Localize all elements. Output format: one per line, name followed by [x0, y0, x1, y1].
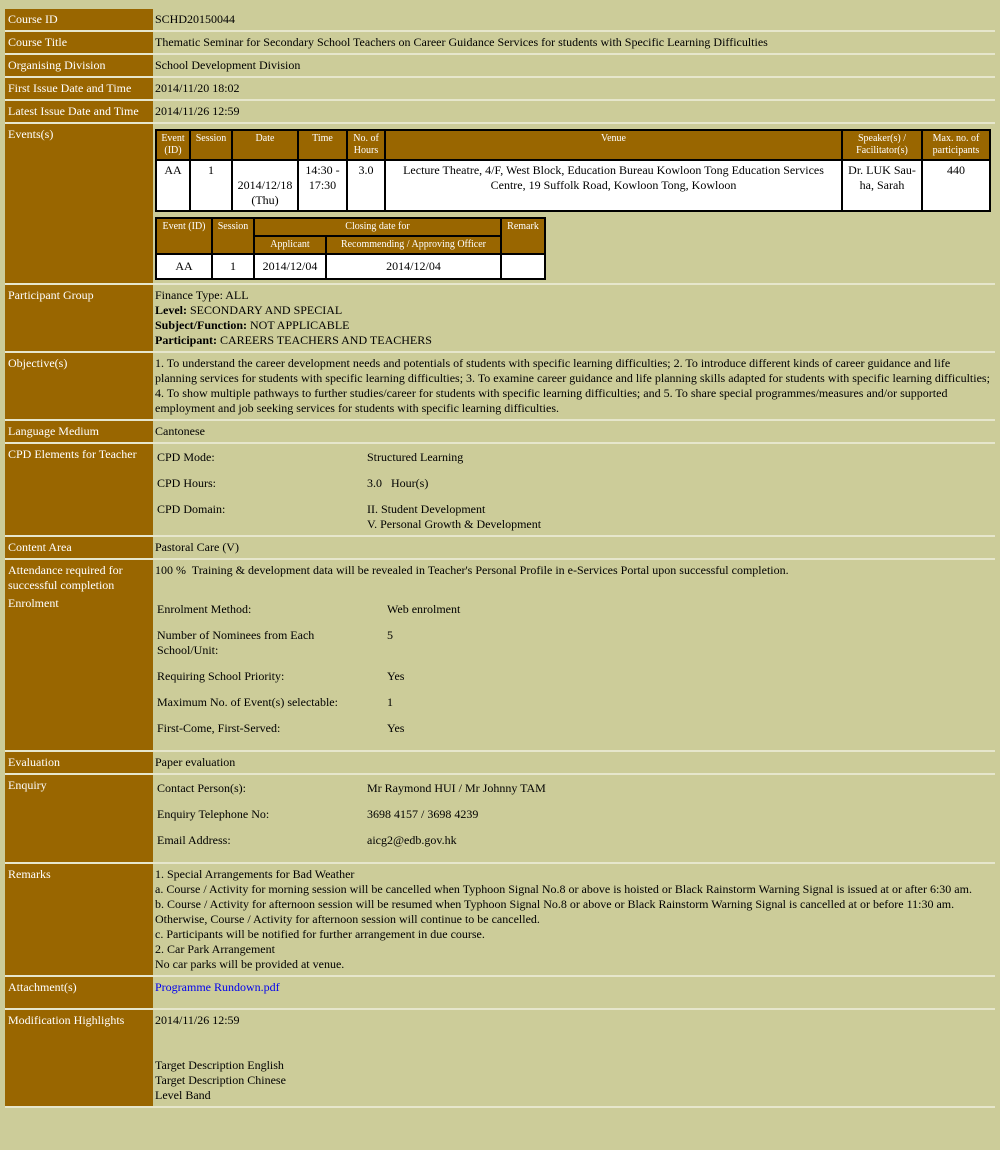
subject-label: Subject/Function: [155, 318, 248, 332]
speaker-cell: Dr. LUK Sau-ha, Sarah [842, 160, 922, 211]
events-cell [153, 123, 995, 284]
label-objectives: Objective(s) [5, 352, 153, 420]
max-events-value: 1 [387, 695, 393, 709]
email-value: aicg2@edb.gov.hk [367, 833, 457, 847]
course-id-value: SCHD20150044 [153, 9, 995, 31]
closing-session-cell: 1 [212, 254, 254, 279]
enrolment-method-label: Enrolment Method: [157, 602, 252, 616]
row-course-id [5, 9, 995, 31]
enquiry-value [153, 774, 995, 863]
contact-label: Contact Person(s): [157, 781, 246, 795]
row-events [5, 123, 995, 284]
events-table [155, 129, 991, 212]
closing-event-id-cell: AA [156, 254, 212, 279]
language-medium-value: Cantonese [153, 420, 995, 443]
cpd-elements-value [153, 443, 995, 536]
header-date: Date [232, 130, 298, 160]
participant-value: CAREERS TEACHERS AND TEACHERS [217, 333, 432, 347]
row-objectives [5, 352, 995, 420]
date-text: 2014/12/18 [237, 178, 293, 192]
enquiry-table [155, 781, 546, 859]
attachment-link[interactable]: Programme Rundown.pdf [155, 980, 280, 994]
level-label: Level: [155, 303, 187, 317]
enrolment-method-value: Web enrolment [387, 602, 461, 616]
finance-type: Finance Type: ALL [155, 288, 249, 302]
row-latest-issue [5, 100, 995, 123]
closing-header-event-id: Event (ID) [156, 218, 212, 254]
cpd-domain-value [365, 502, 541, 532]
header-max-participants: Max. no. of participants [922, 130, 990, 160]
phone-value: 3698 4157 / 3698 4239 [367, 807, 479, 821]
subject-value: NOT APPLICABLE [247, 318, 350, 332]
remark-line: c. Participants will be notified for further arrangement in due course. [155, 927, 485, 941]
attachments-value [153, 976, 995, 1009]
event-id-cell: AA [156, 160, 190, 211]
event-row [156, 160, 990, 211]
row-course-title [5, 31, 995, 54]
closing-applicant-cell: 2014/12/04 [254, 254, 326, 279]
label-remarks: Remarks [5, 863, 153, 976]
attendance-value: 100 % Training & development data will be revealed in Teacher's Personal Profile in e-Services Portal upon successful completion. [153, 559, 995, 596]
label-language-medium: Language Medium [5, 420, 153, 443]
row-modification [5, 1009, 995, 1107]
row-attachments [5, 976, 995, 1009]
label-cpd-elements: CPD Elements for Teacher [5, 443, 153, 536]
cpd-domain-label: CPD Domain: [157, 502, 226, 516]
nominees-value: 5 [387, 628, 393, 642]
course-title-value: Thematic Seminar for Secondary School Teachers on Career Guidance Services for students with Specific Learning Difficulties [153, 31, 995, 54]
row-enrolment [5, 596, 995, 751]
label-enquiry: Enquiry [5, 774, 153, 863]
email-label: Email Address: [157, 833, 231, 847]
course-detail-table [5, 9, 995, 1108]
fcfs-label: First-Come, First-Served: [157, 721, 281, 735]
content-area-value: Pastoral Care (V) [153, 536, 995, 559]
row-cpd-elements [5, 443, 995, 536]
closing-remark-cell [501, 254, 545, 279]
priority-value: Yes [387, 669, 405, 683]
day-text: (Thu) [251, 193, 279, 207]
venue-cell: Lecture Theatre, 4/F, West Block, Education Bureau Kowloon Tong Education Services Centre, 19 Suffolk Road, Kowloon Tong, Kowloon [385, 160, 842, 211]
modification-item: Target Description Chinese [155, 1073, 286, 1087]
enrolment-table [155, 602, 460, 747]
evaluation-value: Paper evaluation [153, 751, 995, 774]
label-first-issue: First Issue Date and Time [5, 77, 153, 100]
closing-officer-cell: 2014/12/04 [326, 254, 501, 279]
header-session: Session [190, 130, 232, 160]
fcfs-value: Yes [387, 721, 405, 735]
nominees-label: Number of Nominees from Each School/Unit: [157, 628, 315, 657]
cpd-mode-value: Structured Learning [367, 450, 464, 464]
label-participant-group: Participant Group [5, 284, 153, 352]
label-enrolment: Enrolment [5, 596, 153, 751]
latest-issue-value: 2014/11/26 12:59 [153, 100, 995, 123]
modification-spacer [155, 1028, 995, 1058]
remark-line: 2. Car Park Arrangement [155, 942, 275, 956]
organising-division-value: School Development Division [153, 54, 995, 77]
label-course-title: Course Title [5, 31, 153, 54]
modification-value [153, 1009, 995, 1107]
closing-row [156, 254, 545, 279]
enrolment-value [153, 596, 995, 751]
contact-value: Mr Raymond HUI / Mr Johnny TAM [367, 781, 546, 795]
header-time: Time [298, 130, 347, 160]
closing-date-table [155, 217, 546, 280]
closing-header-officer: Recommending / Approving Officer [326, 236, 501, 254]
closing-header-closing-date: Closing date for [254, 218, 501, 236]
time-cell: 14:30 - 17:30 [298, 160, 347, 211]
cpd-domain-1: II. Student Development [367, 502, 486, 516]
label-evaluation: Evaluation [5, 751, 153, 774]
label-events: Events(s) [5, 123, 153, 284]
cpd-table [155, 450, 541, 532]
cpd-hours-value: 3.0 Hour(s) [367, 476, 429, 490]
label-organising-division: Organising Division [5, 54, 153, 77]
row-evaluation [5, 751, 995, 774]
header-speaker: Speaker(s) / Facilitator(s) [842, 130, 922, 160]
label-course-id: Course ID [5, 9, 153, 31]
max-events-label: Maximum No. of Event(s) selectable: [157, 695, 338, 709]
cpd-mode-label: CPD Mode: [157, 450, 215, 464]
priority-label: Requiring School Priority: [157, 669, 285, 683]
remark-line: b. Course / Activity for afternoon session will be resumed when Typhoon Signal No.8 or above or Black Rainstorm Warning Signal is cancelled at or before 11:30 am. Otherwise, Course / Activity for afternoon session will continue to be cancelled. [155, 897, 955, 926]
date-cell [232, 160, 298, 211]
modification-item: Level Band [155, 1088, 211, 1102]
row-attendance [5, 559, 995, 596]
remarks-value [153, 863, 995, 976]
header-hours: No. of Hours [347, 130, 385, 160]
label-attendance [5, 559, 153, 596]
row-content-area [5, 536, 995, 559]
row-participant-group [5, 284, 995, 352]
row-enquiry [5, 774, 995, 863]
row-organising-division [5, 54, 995, 77]
level-value: SECONDARY AND SPECIAL [187, 303, 343, 317]
closing-header-session: Session [212, 218, 254, 254]
cpd-hours-label: CPD Hours: [157, 476, 217, 490]
label-attendance-line2: successful completion [8, 578, 115, 592]
label-latest-issue: Latest Issue Date and Time [5, 100, 153, 123]
remark-line: 1. Special Arrangements for Bad Weather [155, 867, 355, 881]
header-event-id: Event (ID) [156, 130, 190, 160]
modification-date: 2014/11/26 12:59 [155, 1013, 240, 1027]
participant-group-value [153, 284, 995, 352]
label-modification: Modification Highlights [5, 1009, 153, 1107]
participant-label: Participant: [155, 333, 217, 347]
hours-cell: 3.0 [347, 160, 385, 211]
row-remarks [5, 863, 995, 976]
header-venue: Venue [385, 130, 842, 160]
closing-header-remark: Remark [501, 218, 545, 254]
label-attendance-line1: Attendance required for [8, 563, 123, 577]
row-language-medium [5, 420, 995, 443]
max-participants-cell: 440 [922, 160, 990, 211]
label-attachments: Attachment(s) [5, 976, 153, 1009]
phone-label: Enquiry Telephone No: [157, 807, 270, 821]
modification-item: Target Description English [155, 1058, 284, 1072]
session-cell: 1 [190, 160, 232, 211]
remark-line: a. Course / Activity for morning session will be cancelled when Typhoon Signal No.8 or above is hoisted or Black Rainstorm Warning Signal is issued at or after 6:30 am. [155, 882, 972, 896]
label-content-area: Content Area [5, 536, 153, 559]
cpd-domain-2: V. Personal Growth & Development [367, 517, 542, 531]
remark-line: No car parks will be provided at venue. [155, 957, 345, 971]
closing-header-applicant: Applicant [254, 236, 326, 254]
objectives-value: 1. To understand the career development needs and potentials of students with specific learning difficulties; 2. To introduce different kinds of career guidance and life planning services for students with specific learning difficulties; 3. To examine career guidance and life planning skills adapted for students with specific learning difficulties; 4. To show multiple pathways to further studies/career for students with specific learning difficulties; and 5. To share special programmes/measures and/or supported employment and job seeking services for students with specific learning difficulties. [153, 352, 995, 420]
first-issue-value: 2014/11/20 18:02 [153, 77, 995, 100]
row-first-issue [5, 77, 995, 100]
